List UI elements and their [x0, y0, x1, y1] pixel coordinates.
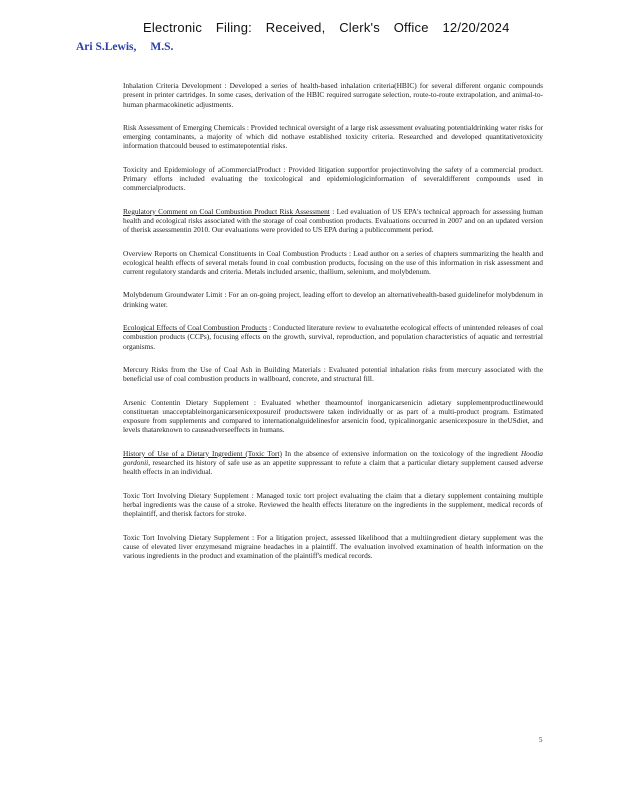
- project-description: : Evaluated whether theamountof inorganicarsenicin adietary supplementproductlinewould constituetan unacceptableinorganicarsenicexposureif productswere taken individually or as part of a multi-product program. Estimated exposure from supplements and compared to internationalguidelinesfor arsenicin food, typicalinorganic arsenicexposure in theUSdiet, and levels thatareknown to causeadverseeffects in humans.: [123, 397, 543, 435]
- project-description: : Led evaluation of US EPA's technical approach for assessing human health and ecological risks associated with the storage of coal combustion products. Evaluations occurred in 2007 and on an updated version of therisk assessmentin 2010. Our evaluations were provided to US EPA during a publiccomment period.: [123, 206, 543, 235]
- project-entry: [123, 365, 543, 384]
- project-description: : For a litigation project, assessed likelihood that a multiingredient dietary supplement was the cause of elevated liver enzymesand migraine headaches in a plaintiff. The evaluation involved examination of health information on the various ingredients in the product and examination of the plaintiff's medical records.: [123, 532, 543, 561]
- project-title: Risk Assessment of Emerging Chemicals: [123, 122, 245, 132]
- project-description-cont: , researched its history of safe use as an appetite suppressant to refute a claim that a particular dietary supplement caused adverse health effects in an individual.: [123, 458, 543, 477]
- project-entry: [123, 165, 543, 193]
- project-description: : Conducted literature review to evaluatethe ecological effects of unintended releases of coal combustion products (CCPs), focusing effects on the growth, survival, reproduction, and population characteristics of aquatic and terrestrial organisms.: [123, 323, 543, 351]
- project-description: : Evaluated potential inhalation risks from mercury associated with the beneficial use of coal combustion products in wallboard, concrete, and structural fill.: [123, 364, 543, 384]
- project-entry: [123, 449, 543, 477]
- project-entry: [123, 491, 543, 519]
- author-name: Ari S.Lewis,: [76, 41, 137, 53]
- project-title: Mercury Risks from the Use of Coal Ash in Building Materials: [123, 364, 321, 374]
- author-credential: M.S.: [150, 41, 174, 53]
- project-entry: [123, 290, 543, 309]
- ingredient-name: Hoodia gordonii: [123, 448, 544, 468]
- project-entry: [123, 533, 543, 561]
- project-description: : Lead author on a series of chapters summarizing the health and ecological health effects of several metals found in coal combustion products, focusing on the use of this information in risk assessment and current regulatory standards and criteria. Metals included arsenic, thallium, selenium, and molybdenum.: [123, 248, 544, 277]
- author-header: [76, 41, 187, 53]
- project-description: : Provided technical oversight of a large risk assessment evaluating potentialdrinking water risks for emerging contaminants, a majority of which did nothave established toxicity criteria. Researched and developed quantitativetoxicity information thatcould beused to estimatepotential risks.: [123, 122, 543, 151]
- project-title: Regulatory Comment on Coal Combustion Product Risk Assessment: [123, 206, 330, 216]
- project-description: : For an on-going project, leading effort to develop an alternativehealth-based guidelinefor molybdenum in drinking water.: [123, 290, 543, 309]
- page-number: 5: [539, 736, 543, 744]
- project-entry: [123, 123, 543, 151]
- project-title: Toxic Tort Involving Dietary Supplement: [123, 532, 250, 542]
- project-entry: [123, 323, 543, 351]
- project-title: Inhalation Criteria Development: [123, 81, 222, 90]
- project-title: History of Use of a Dietary Ingredient (Toxic Tort): [123, 448, 282, 458]
- project-title: Toxic Tort Involving Dietary Supplement: [123, 490, 249, 500]
- project-entry: [123, 207, 543, 235]
- project-list: [123, 81, 543, 574]
- project-entry: [123, 81, 543, 109]
- project-description: : Developed a series of health-based inhalation criteria(HBIC) for several different organic compounds present in printer cartridges. In some cases, derivation of the HBIC required surrogate selection, route-to-route extrapolation, and animal-to-human pharmacokinetic adjustments.: [123, 81, 543, 109]
- project-description: : Provided litigation supportfor projectinvolving the safety of a commercial product. Primary efforts included evaluating the toxicological and epidemiologicinformation of severaldifferent compounds used in commercialproducts.: [123, 164, 543, 193]
- project-title: Molybdenum Groundwater Limit: [123, 290, 223, 300]
- project-title: Ecological Effects of Coal Combustion Products: [123, 323, 268, 333]
- project-title: Arsenic Contentin Dietary Supplement: [123, 397, 249, 407]
- project-title: Overview Reports on Chemical Constituents in Coal Combustion Products: [123, 248, 347, 258]
- project-description: : Managed toxic tort project evaluating the claim that a dietary supplement containing multiple herbal ingredients was the cause of a stroke. Reviewed the health effects literature on the ingredients in the supplement, medical records of theplaintiff, and therisk factors for stroke.: [123, 490, 543, 519]
- project-entry: [123, 249, 543, 277]
- project-entry: [123, 398, 543, 435]
- project-title: Toxicity and Epidemiology of aCommercialProduct: [123, 164, 281, 174]
- filing-stamp: Electronic Filing: Received, Clerk's Office 12/20/2024: [143, 20, 510, 35]
- project-description: In the absence of extensive information on the toxicology of the ingredient: [281, 448, 521, 458]
